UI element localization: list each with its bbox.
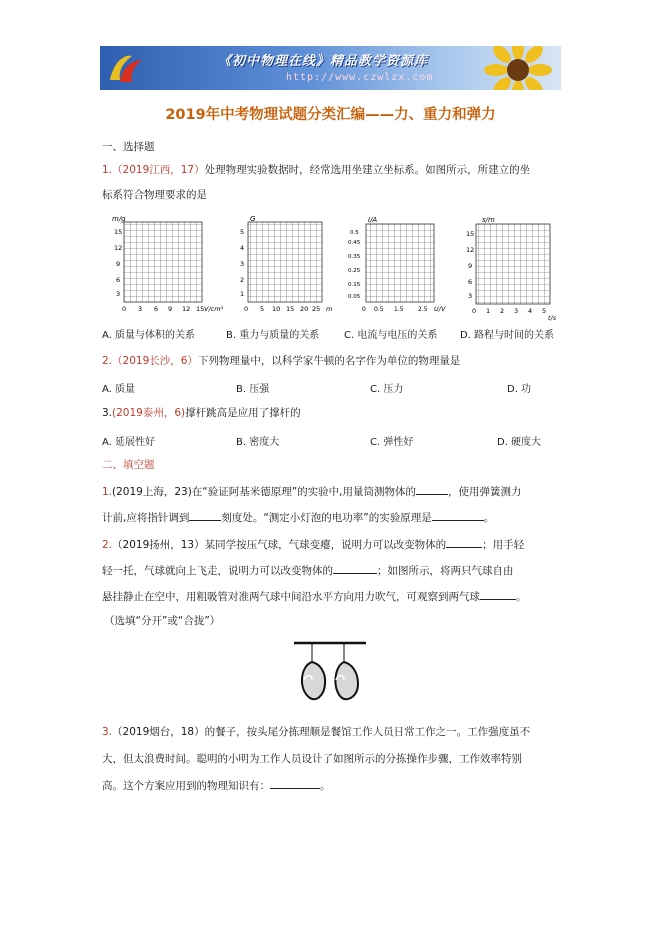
fill-question-3-line-2: 大，但太浪费时间。聪明的小明为工作人员设计了如图所示的分拣操作步骤，工作效率特别 bbox=[102, 753, 522, 765]
tick: 12 bbox=[182, 305, 191, 313]
question-text: ，使用弹簧测力 bbox=[448, 486, 522, 498]
tick: 5 bbox=[542, 307, 547, 315]
question-number: 1. bbox=[102, 486, 113, 498]
chart-d-ylabel: s/m bbox=[482, 216, 495, 224]
answer-blank[interactable] bbox=[416, 484, 448, 495]
tick: 9 bbox=[168, 305, 173, 313]
tick: 0.05 bbox=[348, 294, 361, 300]
option-c[interactable]: C. 电流与电压的关系 bbox=[344, 330, 438, 341]
tick: 3 bbox=[240, 260, 245, 268]
tick: 10 bbox=[272, 305, 281, 313]
section-choice: 一、选择题 bbox=[102, 141, 155, 153]
chart-d bbox=[466, 216, 557, 322]
tick: 0 bbox=[472, 307, 477, 315]
tick: 25 bbox=[312, 305, 321, 313]
question-source: （2019长沙，6） bbox=[112, 355, 198, 367]
tick: 20 bbox=[300, 305, 309, 313]
question-text: ；用手轻 bbox=[482, 539, 525, 551]
tick: 0 bbox=[122, 305, 127, 313]
fill-question-3-line-3 bbox=[102, 778, 331, 793]
tick: 3 bbox=[116, 290, 121, 298]
balloons-illustration bbox=[290, 640, 370, 706]
question-text: 下列物理量中，以科学家牛顿的名字作为单位的物理量是 bbox=[197, 355, 461, 367]
answer-blank[interactable] bbox=[480, 589, 516, 600]
chart-c-xlabel: U/V bbox=[434, 305, 446, 313]
chart-b-ylabel: G bbox=[250, 215, 256, 223]
tick: 1 bbox=[240, 290, 245, 298]
question-number: 3. bbox=[102, 726, 113, 738]
fill-question-1-line-1 bbox=[102, 484, 522, 499]
chart-b-xlabel: m bbox=[326, 305, 333, 313]
tick: 4 bbox=[240, 244, 245, 252]
question-1-line-2: 标系符合物理要求的是 bbox=[102, 189, 207, 201]
option-d[interactable]: D. 功 bbox=[507, 384, 532, 395]
question-text: 高。这个方案应用到的物理知识有： bbox=[102, 780, 270, 792]
tick: 5 bbox=[260, 305, 265, 313]
question-number: 2. bbox=[102, 539, 113, 551]
tick: 6 bbox=[116, 276, 121, 284]
tick: 0 bbox=[362, 306, 366, 313]
question-text: （2019扬州，13）某同学按压气球，气球变瘪，说明力可以改变物体的 bbox=[112, 539, 447, 551]
fill-question-2-line-3 bbox=[102, 589, 527, 604]
answer-blank[interactable] bbox=[270, 778, 320, 789]
fill-question-3-line-1 bbox=[102, 725, 530, 739]
tick: 0.5 bbox=[350, 230, 359, 236]
option-c[interactable]: C. 弹性好 bbox=[370, 437, 414, 448]
tick: 15 bbox=[466, 230, 475, 238]
fill-question-1-line-2 bbox=[102, 510, 494, 525]
option-d[interactable]: D. 路程与时间的关系 bbox=[460, 330, 555, 341]
question-source: (2019泰州，6) bbox=[112, 407, 186, 419]
question-text: （2019烟台，18）的餐子，按头尾分拣理顺是餐馆工作人员日常工作之一。工作强度虽不 bbox=[112, 726, 531, 738]
option-b[interactable]: B. 压强 bbox=[236, 384, 270, 395]
question-number: 2. bbox=[102, 355, 113, 367]
option-a[interactable]: A. 质量 bbox=[102, 384, 136, 395]
tick: 0.45 bbox=[348, 240, 361, 246]
question-1-line-1 bbox=[102, 163, 530, 177]
sunflower-icon bbox=[483, 46, 553, 90]
tick: 4 bbox=[528, 307, 533, 315]
option-a[interactable]: A. 质量与体积的关系 bbox=[102, 330, 196, 341]
question-text: 悬挂静止在空中，用粗吸管对准两气球中间沿水平方向用力吹气，可观察到两气球 bbox=[102, 591, 480, 603]
question-number: 1. bbox=[102, 164, 113, 176]
question-text: 。 bbox=[516, 591, 527, 603]
chart-a bbox=[112, 215, 224, 313]
tick: 2 bbox=[240, 276, 245, 284]
option-b[interactable]: B. 密度大 bbox=[236, 437, 280, 448]
coordinate-charts bbox=[100, 212, 560, 324]
page-title: 2019年中考物理试题分类汇编——力、重力和弹力 bbox=[165, 107, 496, 123]
tick: 12 bbox=[114, 244, 123, 252]
tick: 15 bbox=[286, 305, 295, 313]
banner-url: http://www.czwlzx.com bbox=[286, 72, 434, 83]
tick: 2.5 bbox=[418, 306, 428, 313]
question-source: （2019江西，17） bbox=[112, 164, 205, 176]
answer-blank[interactable] bbox=[432, 510, 484, 521]
chart-a-ylabel: m/g bbox=[112, 215, 126, 223]
tick: 0.25 bbox=[348, 268, 361, 274]
question-number: 3. bbox=[102, 407, 113, 419]
fill-question-2-line-1 bbox=[102, 537, 524, 552]
chart-c bbox=[348, 216, 446, 313]
question-text: 刻度处。“测定小灯泡的电功率”的实验原理是 bbox=[221, 512, 432, 524]
tick: 1 bbox=[486, 307, 491, 315]
tick: 15 bbox=[196, 305, 205, 313]
logo-icon bbox=[106, 50, 148, 86]
answer-blank[interactable] bbox=[189, 510, 221, 521]
question-text: 撑杆跳高是应用了撑杆的 bbox=[185, 407, 301, 419]
tick: 6 bbox=[468, 278, 473, 286]
question-text: 处理物理实验数据时，经常选用坐建立坐标系。如图所示，所建立的坐 bbox=[204, 164, 531, 176]
option-d[interactable]: D. 硬度大 bbox=[497, 437, 542, 448]
tick: 15 bbox=[114, 228, 123, 236]
question-text: (2019上海，23)在“验证阿基米德原理”的实验中,用量筒测物体的 bbox=[112, 486, 417, 498]
question-text: ；如图所示，将两只气球自由 bbox=[377, 565, 514, 577]
tick: 12 bbox=[466, 246, 475, 254]
tick: 0.35 bbox=[348, 254, 361, 260]
tick: 0.5 bbox=[374, 306, 384, 313]
tick: 3 bbox=[514, 307, 519, 315]
question-3 bbox=[102, 406, 301, 420]
tick: 3 bbox=[468, 292, 473, 300]
question-text: 轻一托，气球就向上飞走，说明力可以改变物体的 bbox=[102, 565, 333, 577]
tick: 9 bbox=[468, 262, 473, 270]
tick: 9 bbox=[116, 260, 121, 268]
section-fill-blank: 二、填空题 bbox=[102, 459, 155, 471]
question-text: 。 bbox=[483, 512, 495, 524]
answer-blank[interactable] bbox=[446, 537, 482, 548]
question-2 bbox=[102, 354, 460, 368]
chart-c-ylabel: I/A bbox=[368, 216, 378, 224]
option-b[interactable]: B. 重力与质量的关系 bbox=[226, 330, 320, 341]
tick: 0.15 bbox=[348, 282, 361, 288]
question-text: 计前,应将指针调到 bbox=[102, 512, 190, 524]
tick: 1.5 bbox=[394, 306, 404, 313]
fill-question-2-line-2 bbox=[102, 563, 514, 578]
chart-a-xlabel: V/cm³ bbox=[204, 305, 224, 313]
chart-b bbox=[240, 215, 332, 313]
question-text: 。 bbox=[320, 780, 331, 792]
tick: 3 bbox=[138, 305, 143, 313]
tick: 5 bbox=[240, 228, 245, 236]
tick: 6 bbox=[154, 305, 159, 313]
option-a[interactable]: A. 延展性好 bbox=[102, 437, 156, 448]
tick: 2 bbox=[500, 307, 505, 315]
tick: 0 bbox=[244, 305, 249, 313]
header-banner bbox=[100, 46, 561, 90]
fill-question-2-line-4: （选填“分开”或“合拢”） bbox=[104, 615, 221, 627]
banner-title: 《初中物理在线》精品教学资源库 bbox=[218, 54, 429, 69]
chart-d-xlabel: t/s bbox=[548, 314, 557, 322]
option-c[interactable]: C. 压力 bbox=[370, 384, 404, 395]
answer-blank[interactable] bbox=[333, 563, 377, 574]
